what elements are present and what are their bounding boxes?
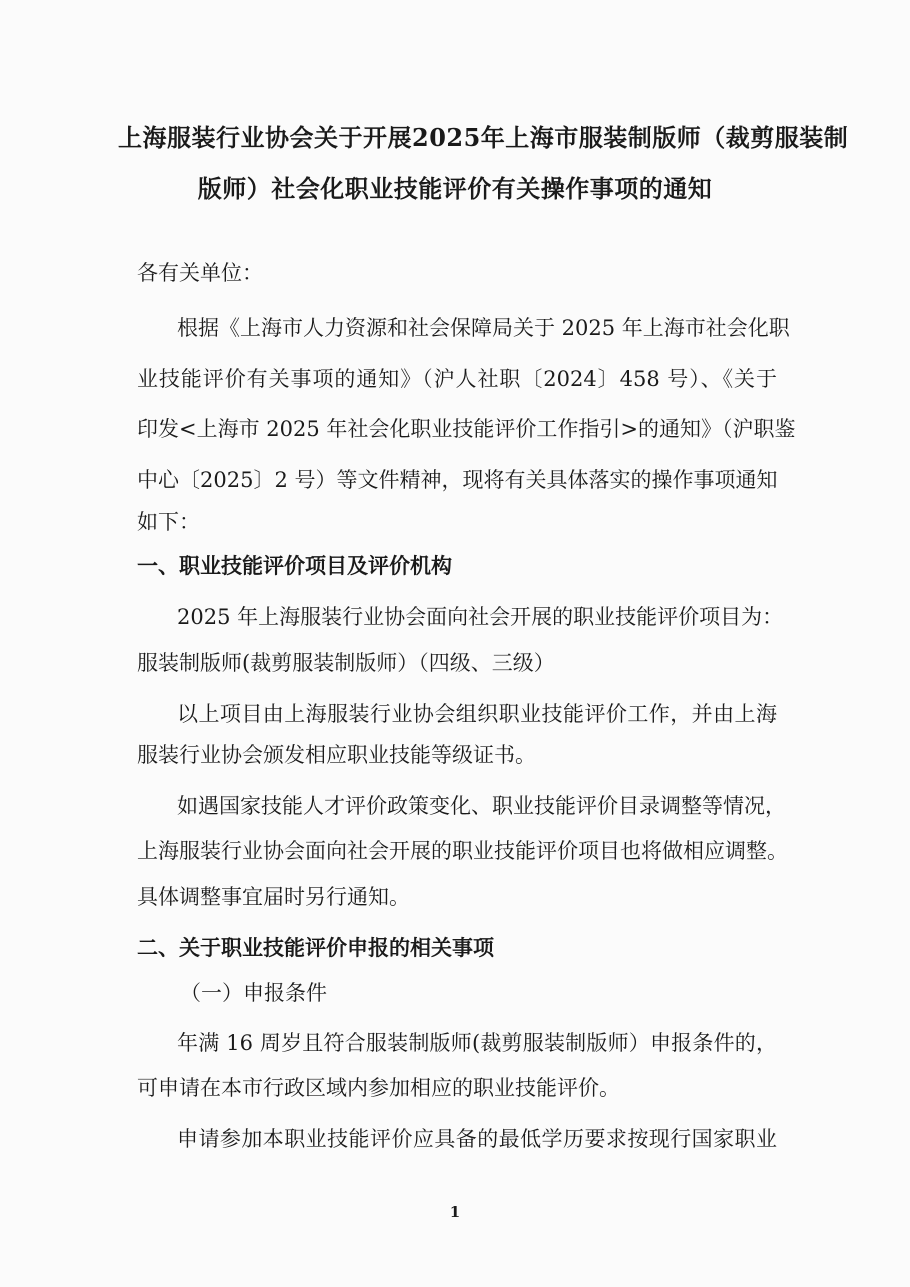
- paragraph-line: 以上项目由上海服装行业协会组织职业技能评价工作，并由上海: [177, 702, 777, 726]
- paragraph-line: 中心〔2025〕2 号）等文件精神，现将有关具体落实的操作事项通知: [137, 468, 778, 492]
- document-title-line-2: 版师）社会化职业技能评价有关操作事项的通知: [197, 174, 713, 203]
- paragraph-line: 服装制版师(裁剪服装制版师）（四级、三级）: [137, 651, 555, 675]
- paragraph-line: 具体调整事宜届时另行通知。: [137, 885, 410, 909]
- paragraph-line: 业技能评价有关事项的通知》（沪人社职〔2024〕458 号）、《关于: [137, 367, 777, 391]
- paragraph-line: 2025 年上海服装行业协会面向社会开展的职业技能评价项目为：: [177, 605, 784, 629]
- salutation: 各有关单位：: [137, 261, 263, 285]
- paragraph-line: 年满 16 周岁且符合服装制版师(裁剪服装制版师）申报条件的，: [177, 1031, 777, 1055]
- paragraph-line: 印发<上海市 2025 年社会化职业技能评价工作指引>的通知》（沪职鉴: [137, 417, 796, 441]
- section-heading-1: 一、职业技能评价项目及评价机构: [137, 553, 452, 578]
- paragraph-line: 服装行业协会颁发相应职业技能等级证书。: [137, 743, 536, 767]
- section-heading-2: 二、关于职业技能评价申报的相关事项: [137, 935, 494, 960]
- paragraph-line: 如遇国家技能人才评价政策变化、职业技能评价目录调整等情况，: [177, 794, 786, 818]
- paragraph-line: 可申请在本市行政区域内参加相应的职业技能评价。: [137, 1076, 620, 1100]
- paragraph-line: 申请参加本职业技能评价应具备的最低学历要求按现行国家职业: [177, 1127, 777, 1151]
- paragraph-line: 根据《上海市人力资源和社会保障局关于 2025 年上海市社会化职: [177, 316, 790, 340]
- subsection-heading: （一）申报条件: [180, 981, 327, 1005]
- paragraph-line: 上海服装行业协会面向社会开展的职业技能评价项目也将做相应调整。: [137, 839, 788, 863]
- paragraph-line: 如下：: [137, 510, 200, 534]
- page-number: 1: [449, 1203, 461, 1221]
- document-title-line-1: 上海服装行业协会关于开展2025年上海市服装制版师（裁剪服装制: [118, 123, 849, 152]
